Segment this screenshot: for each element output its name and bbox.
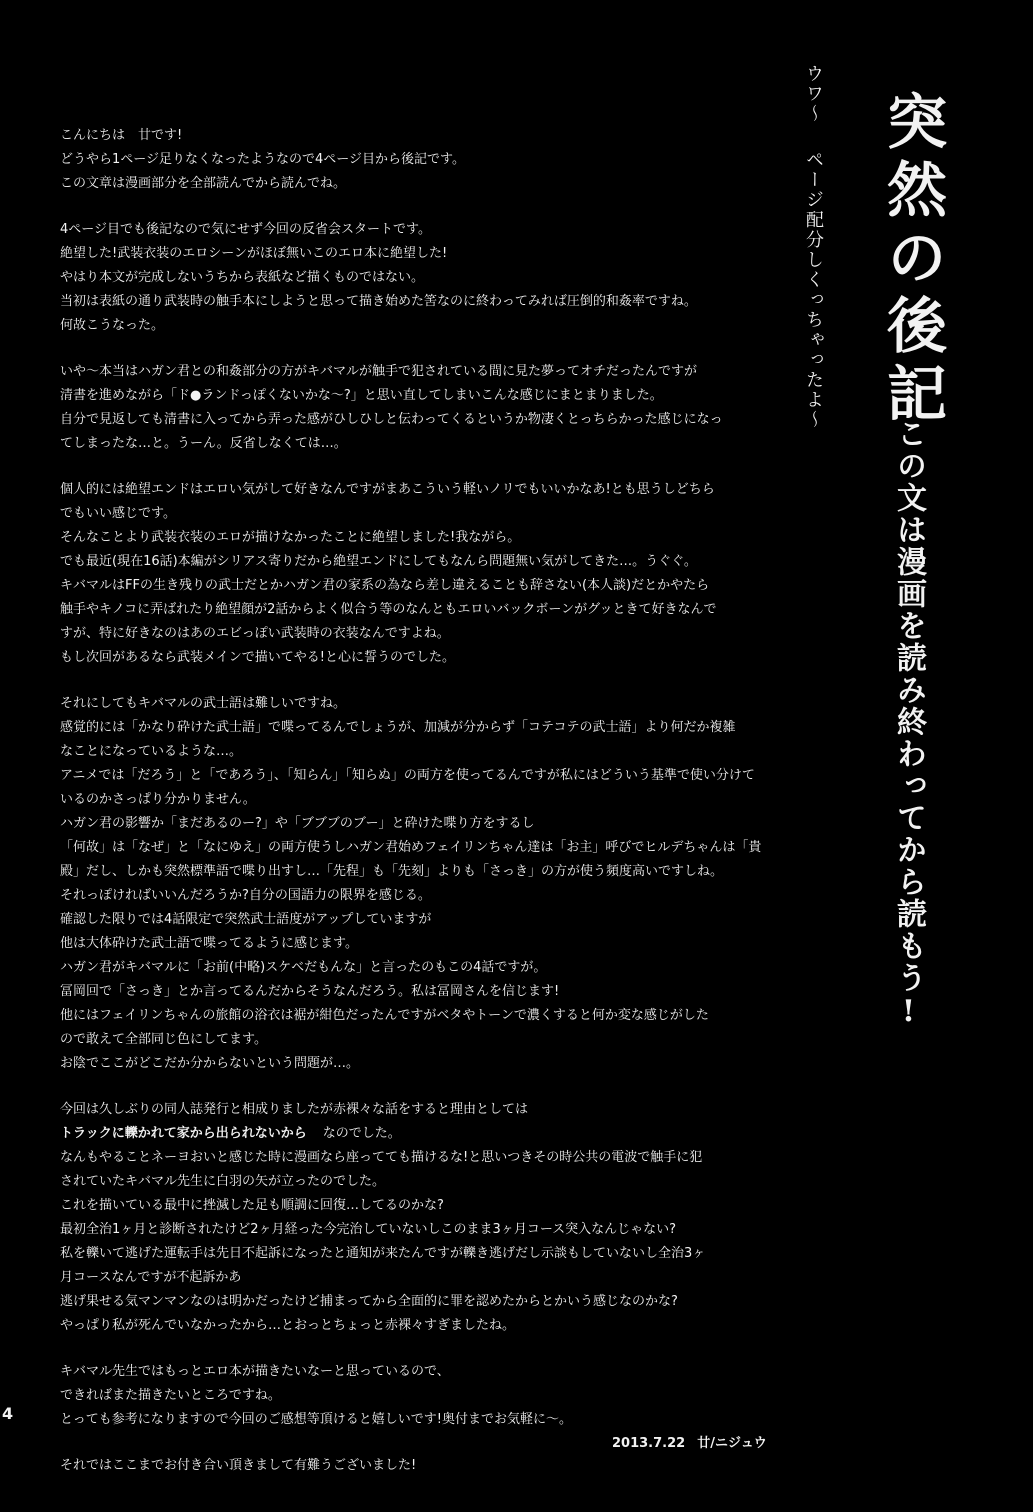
text-line: もし次回があるなら武装メインで描いてやる!と心に誓うのでした。	[60, 650, 455, 665]
text-line: お陰でここがどこだか分からないという問題が…。	[60, 1056, 360, 1071]
emphasized-line	[60, 1122, 780, 1146]
text-line: でもいい感じです。	[60, 506, 176, 521]
text-line: なことになっているような…。	[60, 744, 243, 759]
margin-note-text: ページ配分しくっちゃったよ〜	[803, 150, 824, 430]
text-line: これを描いている最中に挫滅した足も順調に回復…してるのかな?	[60, 1198, 444, 1213]
signature-date: 2013.7.22	[612, 1436, 686, 1451]
text-line: それっぽければいいんだろうか?自分の国語力の限界を感じる。	[60, 888, 431, 903]
text-line: 4ページ目でも後記なので気にせず今回の反省会スタートです。	[60, 222, 431, 237]
text-line: でも最近(現在16話)本編がシリアス寄りだから絶望エンドにしてもなんら問題無い気がしてきた…。うぐぐ。	[60, 554, 697, 569]
text-line: 他にはフェイリンちゃんの旅館の浴衣は裾が紺色だったんですがベタやトーンで濃くすると何か変な感じがした	[60, 1008, 709, 1023]
text-line: 月コースなんですが不起訴かあ	[60, 1270, 242, 1285]
text-line: できればまた描きたいところですね。	[60, 1388, 281, 1403]
paragraph	[60, 1098, 780, 1338]
text-line: それにしてもキバマルの武士語は難しいですね。	[60, 696, 347, 711]
paragraph	[60, 1360, 780, 1432]
text-line: この文章は漫画部分を全部読んでから読んでね。	[60, 176, 347, 191]
text-line: されていたキバマル先生に白羽の矢が立ったのでした。	[60, 1174, 386, 1189]
text-line: なんもやることネーヨおいと感じた時に漫画なら座ってても描けるな!と思いつきその時公共の電波で触手に犯	[60, 1150, 703, 1165]
text-line: いるのかさっぱり分かりません。	[60, 792, 256, 807]
page-subtitle: この文は漫画を読み終わってから読もう!	[891, 418, 926, 1031]
text-line: 個人的には絶望エンドはエロい気がして好きなんですがまあこういう軽いノリでもいいかなあ!とも思うしどちら	[60, 482, 715, 497]
text-line: やはり本文が完成しないうちから表紙など描くものではない。	[60, 270, 425, 285]
text-line: ハガン君の影響か「まだあるのー?」や「ブブブのブー」と砕けた喋り方をするし	[60, 816, 535, 831]
paragraph	[60, 124, 780, 196]
text-line: アニメでは「だろう」と「であろう」、「知らん」「知らぬ」の両方を使ってるんですが私にはどういう基準で使い分けて	[60, 768, 755, 783]
margin-note-exclamation: ウワ〜	[803, 64, 824, 124]
text-line: 「何故」は「なぜ」と「なにゆえ」の両方使うしハガン君始めフェイリンちゃん達は「お主」呼びでヒルデちゃんは「貴	[60, 840, 762, 855]
text-line: こんにちは 廿です!	[60, 128, 183, 143]
text-line: 最初全治1ヶ月と診断されたけど2ヶ月経った今完治していないしこのまま3ヶ月コース突入なんじゃない?	[60, 1222, 677, 1237]
paragraph	[60, 218, 780, 338]
text-line: 感覚的には「かなり砕けた武士語」で喋ってるんでしょうが、加減が分からず「コテコテの武士語」より何だか複雑	[60, 720, 736, 735]
text-line: 私を轢いて逃げた運転手は先日不起訴になったと通知が来たんですが轢き逃げだし示談もしていないし全治3ヶ	[60, 1246, 706, 1261]
paragraph	[60, 692, 780, 1076]
signature-name: 廿/ニジュウ	[697, 1436, 767, 1451]
text-line: 今回は久しぶりの同人誌発行と相成りましたが赤裸々な話をすると理由としては	[60, 1102, 529, 1117]
paragraph	[60, 1454, 780, 1478]
text-line: ので敢えて全部同じ色にしてます。	[60, 1032, 267, 1047]
text-line: 殿」だし、しかも突然標準語で喋り出すし…「先程」も「先刻」よりも「さっき」の方が使う頻度高いですしね。	[60, 864, 724, 879]
paragraph	[60, 478, 780, 670]
text-line: どうやら1ページ足りなくなったようなので4ページ目から後記です。	[60, 152, 465, 167]
emphasized-line-suffix: なのでした。	[322, 1126, 401, 1141]
page-title: 突然の後記	[877, 90, 947, 430]
text-line: 絶望した!武装衣装のエロシーンがほぼ無いこのエロ本に絶望した!	[60, 246, 448, 261]
text-line: 清書を進めながら「ド●ランドっぽくないかな〜?」と思い直してしまいこんな感じにまとまりました。	[60, 388, 663, 403]
text-line: やっぱり私が死んでいなかったから…とおっとちょっと赤裸々すぎましたね。	[60, 1318, 516, 1333]
page-number: 4	[2, 1404, 14, 1423]
text-line: 確認した限りでは4話限定で突然武士語度がアップしていますが	[60, 912, 432, 927]
paragraph	[60, 360, 780, 456]
text-line: 何故こうなった。	[60, 318, 165, 333]
text-line: キバマルはFFの生き残りの武士だとかハガン君の家系の為なら差し違えることも辞さない(本人談)だとかやたら	[60, 578, 710, 593]
text-line: そんなことより武装衣装のエロが描けなかったことに絶望しました!我ながら。	[60, 530, 521, 545]
text-line: すが、特に好きなのはあのエビっぽい武装時の衣装なんですよね。	[60, 626, 450, 641]
text-line: てしまったな…と。うーん。反省しなくては…。	[60, 436, 347, 451]
text-line: 他は大体砕けた武士語で喋ってるように感じます。	[60, 936, 358, 951]
text-line: ハガン君がキバマルに「お前(中略)スケベだもんな」と言ったのもこの4話ですが。	[60, 960, 547, 975]
signature	[612, 1432, 767, 1451]
margin-note	[800, 64, 826, 430]
emphasized-text: トラックに轢かれて家から出られないから	[60, 1126, 307, 1141]
text-line: 触手やキノコに弄ばれたり絶望顔が2話からよく似合う等のなんともエロいバックボーンがグッときて好きなんで	[60, 602, 717, 617]
text-line: キバマル先生ではもっとエロ本が描きたいなーと思っているので、	[60, 1364, 450, 1379]
text-line: 当初は表紙の通り武装時の触手本にしようと思って描き始めた筈なのに終わってみれば圧倒的和姦率ですね。	[60, 294, 697, 309]
text-line: それではここまでお付き合い頂きまして有難うございました!	[60, 1458, 417, 1473]
text-line: いや〜本当はハガン君との和姦部分の方がキバマルが触手で犯されている間に見た夢ってオチだったんですが	[60, 364, 698, 379]
text-line: 自分で見返しても清書に入ってから弄った感がひしひしと伝わってくるというか物凄くとっちらかった感じになっ	[60, 412, 723, 427]
text-line: 逃げ果せる気マンマンなのは明かだったけど捕まってから全面的に罪を認めたからとかいう感じなのかな?	[60, 1294, 678, 1309]
afterword-body	[60, 124, 780, 1500]
text-line: 冨岡回で「さっき」とか言ってるんだからそうなんだろう。私は冨岡さんを信じます!	[60, 984, 560, 999]
text-line: とっても参考になりますので今回のご感想等頂けると嬉しいです!奥付までお気軽に〜。	[60, 1412, 572, 1427]
